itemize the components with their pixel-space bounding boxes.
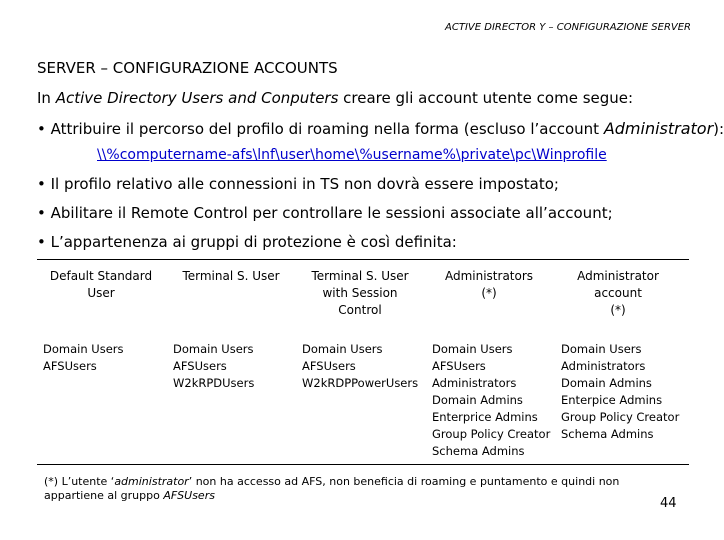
header-line: Administrator bbox=[577, 269, 659, 283]
group-entry: Group Policy Creator bbox=[432, 427, 551, 441]
group-entry: Domain Users bbox=[173, 342, 254, 356]
group-entry: W2kRPDUsers bbox=[173, 376, 255, 390]
group-entry: Enterprice Admins bbox=[432, 410, 538, 424]
header-line: Terminal S. User bbox=[182, 269, 280, 283]
footnote-italic-2: AFSUsers bbox=[163, 489, 215, 502]
intro-suffix: creare gli account utente come segue: bbox=[338, 89, 634, 107]
header-line: Default Standard bbox=[49, 269, 153, 283]
footnote-italic-1: administrator bbox=[114, 475, 189, 488]
group-entry: AFSUsers bbox=[302, 359, 356, 373]
group-entry: W2kRDPPowerUsers bbox=[302, 376, 419, 390]
bullet-1-italic: Administrator bbox=[603, 119, 714, 138]
header-default-standard-user bbox=[40, 268, 162, 302]
header-administrator-account bbox=[557, 268, 679, 319]
bullet-group-membership: • L’appartenenza ai gruppi di protezione è così definita: bbox=[37, 233, 457, 251]
bullet-1-suffix: ): bbox=[713, 120, 724, 138]
header-administrators bbox=[428, 268, 550, 302]
group-entry: Administrators bbox=[432, 376, 517, 390]
group-entry: Enterpice Admins bbox=[561, 393, 663, 407]
group-entry: Schema Admins bbox=[561, 427, 654, 441]
group-entry: AFSUsers bbox=[173, 359, 227, 373]
running-header: ACTIVE DIRECTOR Y – CONFIGURAZIONE SERVER bbox=[445, 22, 691, 33]
header-line: Terminal S. User bbox=[311, 269, 409, 283]
bullet-roaming-profile bbox=[37, 119, 724, 138]
bullet-1-prefix: • Attribuire il percorso del profilo di roaming nella forma (escluso l’account bbox=[37, 120, 604, 138]
header-line: Control bbox=[338, 303, 382, 317]
group-entry: Domain Users bbox=[561, 342, 642, 356]
intro-prefix: In bbox=[37, 89, 56, 107]
group-entry: Administrators bbox=[561, 359, 646, 373]
header-line: Administrators bbox=[444, 269, 534, 283]
group-entry: AFSUsers bbox=[432, 359, 486, 373]
header-line: with Session bbox=[322, 286, 398, 300]
group-entry: Domain Admins bbox=[561, 376, 652, 390]
footnote-text-2: ’ non ha accesso ad AFS, non beneficia di roaming e puntamento e quindi non appartiene al gruppo bbox=[44, 475, 620, 502]
bullet-remote-control: • Abilitare il Remote Control per controllare le sessioni associate all’account; bbox=[37, 204, 613, 222]
header-line: User bbox=[87, 286, 115, 300]
group-entry: Group Policy Creator bbox=[561, 410, 680, 424]
column-terminal-s-user-session-control bbox=[302, 341, 418, 392]
group-entry: Domain Admins bbox=[432, 393, 523, 407]
group-entry: AFSUsers bbox=[43, 359, 97, 373]
header-terminal-s-user bbox=[170, 268, 292, 285]
column-administrators bbox=[432, 341, 550, 460]
slide-title: SERVER – CONFIGURAZIONE ACCOUNTS bbox=[37, 59, 338, 77]
column-default-standard-user bbox=[43, 341, 123, 375]
footnote-text-1: (*) L’utente ‘ bbox=[44, 475, 115, 488]
footnote bbox=[44, 475, 674, 503]
profile-path-link[interactable]: \\%computername-afs\lnf\user\home\%username%\private\pc\Winprofile bbox=[97, 147, 607, 163]
header-line: (*) bbox=[610, 303, 626, 317]
group-entry: Domain Users bbox=[432, 342, 513, 356]
header-terminal-s-user-session-control bbox=[299, 268, 421, 319]
intro-line bbox=[37, 89, 633, 107]
header-line: (*) bbox=[481, 286, 497, 300]
column-terminal-s-user bbox=[173, 341, 254, 392]
bullet-ts-profile: • Il profilo relativo alle connessioni in TS non dovrà essere impostato; bbox=[37, 175, 559, 193]
intro-italic: Active Directory Users and Conputers bbox=[55, 89, 339, 107]
header-line: account bbox=[594, 286, 642, 300]
page-number: 44 bbox=[660, 496, 677, 511]
group-entry: Domain Users bbox=[302, 342, 383, 356]
column-administrator-account bbox=[561, 341, 679, 443]
group-entry: Domain Users bbox=[43, 342, 124, 356]
group-entry: Schema Admins bbox=[432, 444, 525, 458]
